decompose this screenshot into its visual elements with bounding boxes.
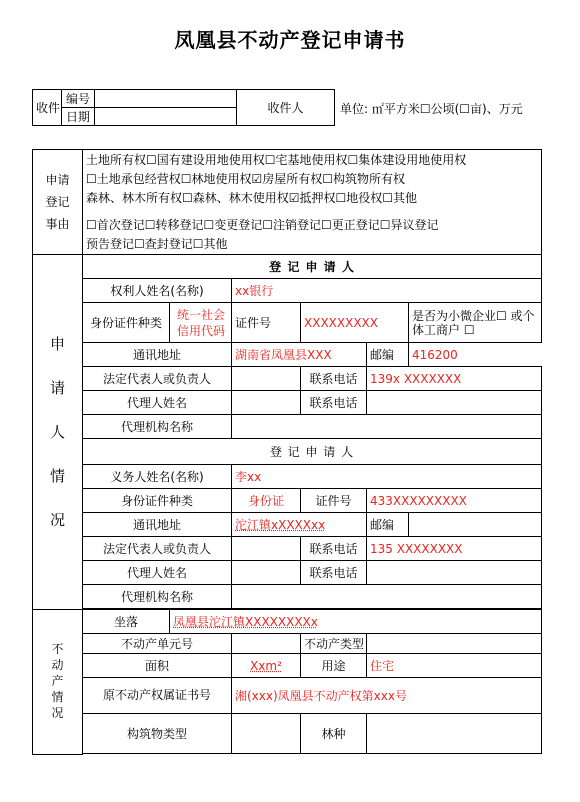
id-type-value[interactable]: 统一社会信用代码	[170, 303, 232, 343]
agent-org-label: 代理机构名称	[83, 415, 232, 439]
agent-name-value[interactable]	[232, 391, 301, 415]
application-form	[32, 149, 542, 755]
date-label: 日期	[62, 108, 95, 126]
rights-line-2: ☐土地承包经营权☐林地使用权☑房屋所有权☐构筑物所有权	[86, 171, 406, 186]
obligor-address-label: 通讯地址	[83, 513, 232, 537]
receiver-label: 收件人	[237, 90, 335, 126]
rights-line-3: 森林、林木所有权☐森林、林木使用权☑抵押权☐地役权☐其他	[86, 190, 418, 205]
reason-content	[83, 150, 542, 255]
receive-label: 收件	[33, 90, 62, 126]
agent-phone-label: 联系电话	[301, 391, 367, 415]
obligor-agent-org-value[interactable]	[232, 585, 542, 609]
location-value[interactable]: 凤凰县沱江镇XXXXXXXXx	[170, 610, 542, 634]
address-value[interactable]: 湖南省凤凰县XXX	[232, 343, 367, 367]
number-label: 编号	[62, 90, 95, 108]
obligor-postcode-value[interactable]	[409, 513, 542, 537]
obligor-agent-name-value[interactable]	[232, 561, 301, 585]
rights-holder-label: 权利人姓名(名称)	[83, 279, 232, 303]
location-label: 坐落	[83, 610, 170, 634]
rights-line-1: 土地所有权☐国有建设用地使用权☐宅基地使用权☐集体建设用地使用权	[86, 152, 467, 167]
tree-label: 林种	[301, 714, 367, 754]
area-value[interactable]: Xxm²	[232, 654, 301, 678]
rights-holder-value[interactable]: xx银行	[232, 279, 542, 303]
orig-cert-label: 原不动产权属证书号	[83, 678, 232, 714]
agent-phone-value[interactable]	[367, 391, 542, 415]
phone-value[interactable]: 139x XXXXXXX	[367, 367, 542, 391]
obligor-legal-rep-label: 法定代表人或负责人	[83, 537, 232, 561]
obligor-address-value[interactable]: 沱江镇xXXXXxx	[232, 513, 367, 537]
legal-rep-label: 法定代表人或负责人	[83, 367, 232, 391]
use-value[interactable]: 住宅	[367, 654, 542, 678]
cert-no-label: 证件号	[232, 303, 301, 343]
section-header-1: 登 记 申 请 人	[83, 255, 542, 279]
cert-no-value[interactable]: XXXXXXXXX	[301, 303, 409, 343]
obligor-id-type-label: 身份证件种类	[83, 489, 232, 513]
date-field[interactable]	[95, 108, 237, 126]
property-label: 不动产情况	[33, 610, 83, 755]
section-header-2: 登 记 申 请 人	[83, 439, 542, 465]
property-type-label: 不动产类型	[301, 634, 367, 654]
phone-label: 联系电话	[301, 367, 367, 391]
structure-label: 构筑物类型	[83, 714, 232, 754]
obligor-label: 义务人姓名(名称)	[83, 465, 232, 489]
structure-value[interactable]	[232, 714, 301, 754]
small-biz-text[interactable]: 是否为小微企业☐ 或个体工商户 ☐	[409, 303, 542, 343]
obligor-postcode-label: 邮编	[367, 513, 409, 537]
unit-no-value[interactable]	[232, 634, 301, 654]
address-label: 通讯地址	[83, 343, 232, 367]
obligor-value[interactable]: 李xx	[232, 465, 542, 489]
obligor-agent-phone-label: 联系电话	[301, 561, 367, 585]
type-line-1: ☐首次登记☐转移登记☐变更登记☐注销登记☐更正登记☐异议登记	[86, 217, 439, 232]
id-type-label: 身份证件种类	[83, 303, 170, 343]
number-field[interactable]	[95, 90, 237, 108]
applicant-label: 申请人情况	[33, 255, 83, 610]
agent-name-label: 代理人姓名	[83, 391, 232, 415]
obligor-phone-value[interactable]: 135 XXXXXXXX	[367, 537, 542, 561]
postcode-value[interactable]: 416200	[409, 343, 542, 367]
tree-value[interactable]	[367, 714, 542, 754]
use-label: 用途	[301, 654, 367, 678]
obligor-agent-org-label: 代理机构名称	[83, 585, 232, 609]
type-line-2: 预告登记☐查封登记☐其他	[86, 236, 228, 251]
obligor-agent-phone-value[interactable]	[367, 561, 542, 585]
property-type-value[interactable]	[367, 634, 542, 654]
page-title: 凤凰县不动产登记申请书	[174, 28, 406, 52]
postcode-label: 邮编	[367, 343, 409, 367]
orig-cert-value[interactable]: 湘(xxx)凤凰县不动产权第xxx号	[232, 678, 542, 714]
unit-no-label: 不动产单元号	[83, 634, 232, 654]
obligor-phone-label: 联系电话	[301, 537, 367, 561]
legal-rep-value[interactable]	[232, 367, 301, 391]
obligor-id-type-value[interactable]: 身份证	[232, 489, 301, 513]
agent-org-value[interactable]	[232, 415, 542, 439]
obligor-legal-rep-value[interactable]	[232, 537, 301, 561]
area-label: 面积	[83, 654, 232, 678]
receipt-table	[32, 89, 335, 126]
reason-label: 申请登记事由	[33, 150, 83, 255]
obligor-cert-no-label: 证件号	[301, 489, 367, 513]
unit-text: 单位: ㎡平方米☐公顷(☐亩)、万元	[340, 102, 523, 116]
obligor-agent-name-label: 代理人姓名	[83, 561, 232, 585]
obligor-cert-no-value[interactable]: 433XXXXXXXXX	[367, 489, 542, 513]
